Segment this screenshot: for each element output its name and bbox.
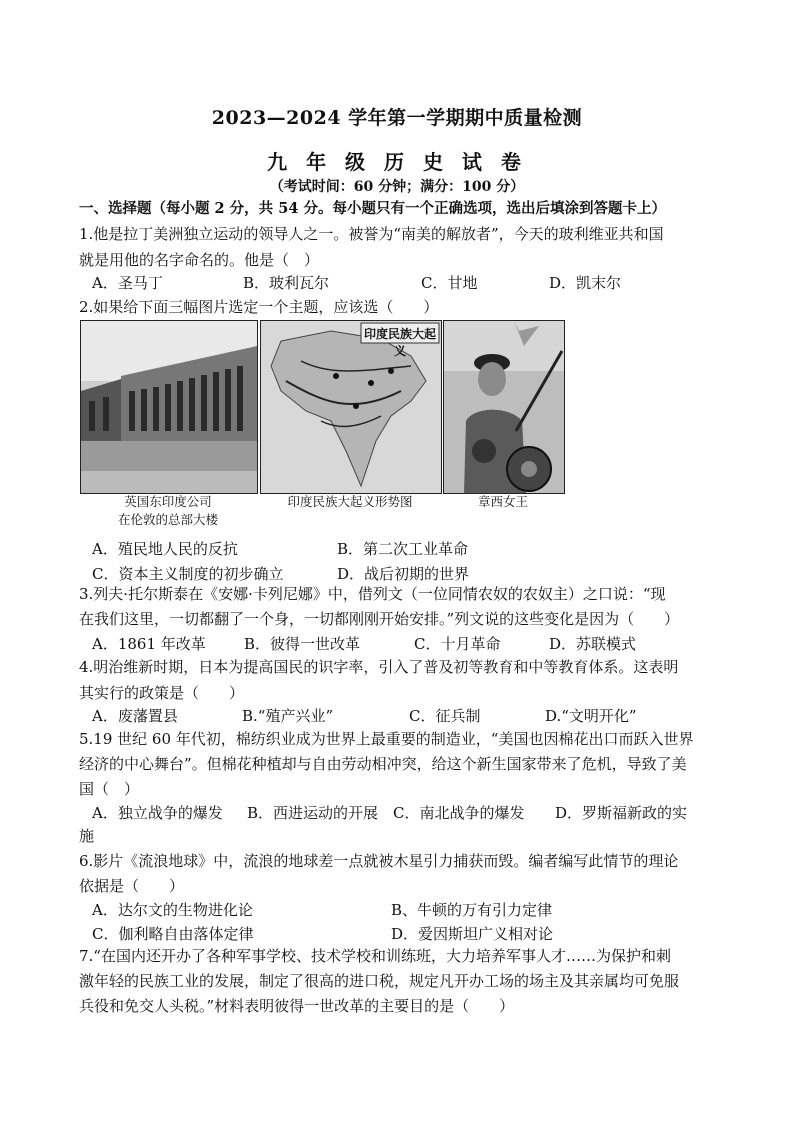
q5-text: 经济的中心舞台”。但棉花种植却与自由劳动相冲突，给这个新生国家带来了危机，导致了美: [79, 755, 687, 773]
exam-info: （考试时间：60 分钟；满分：100 分）: [269, 179, 525, 195]
q3-text: 在我们这里，一切都翻了一个身，一切都刚刚开始安排。”列文说的这些变化是因为（ ）: [79, 610, 680, 628]
q5-option-a: A．独立战争的爆发: [92, 804, 223, 822]
q1-option-a: A．圣马丁: [92, 274, 163, 292]
q4-option-a: A．废藩置县: [92, 707, 178, 725]
q5-text: 施: [79, 827, 95, 845]
q7-text: 激年轻的民族工业的发展，制定了很高的进口税，规定凡开办工场的场主及其亲属均可免服: [79, 972, 680, 990]
q5-option-c: C．南北战争的爆发: [393, 804, 525, 822]
q6-text: 依据是（ ）: [79, 877, 185, 895]
q4-option-d: D.“文明开化”: [545, 707, 637, 725]
image-caption: 英国东印度公司: [124, 494, 212, 509]
q1-option-d: D．凯末尔: [549, 274, 622, 292]
q1-text: 1.他是拉丁美洲独立运动的领导人之一。被誉为“南美的解放者”，今天的玻利维亚共和国: [79, 225, 664, 243]
image-caption: 印度民族大起义形势图: [287, 494, 413, 509]
q2-option-a: A．殖民地人民的反抗: [92, 540, 238, 558]
q2-option-b: B．第二次工业革命: [337, 540, 469, 558]
exam-subtitle: 九 年 级 历 史 试 卷: [267, 150, 527, 174]
section-heading: 一、选择题（每小题 2 分，共 54 分。每小题只有一个正确选项，选出后填涂到答题卡上）: [79, 200, 666, 217]
q4-option-b: B.“殖产兴业”: [242, 707, 334, 725]
q5-text: 5.19 世纪 60 年代初，棉纺织业成为世界上最重要的制造业，“美国也因棉花出口而跃入世界: [79, 730, 694, 748]
q4-option-c: C．征兵制: [409, 707, 481, 725]
q5-option-b: B．西进运动的开展: [247, 804, 379, 822]
q3-option-b: B．彼得一世改革: [244, 635, 361, 653]
q4-text: 其实行的政策是（ ）: [79, 684, 245, 702]
q7-text: 兵役和免交人头税。”材料表明彼得一世改革的主要目的是（ ）: [79, 997, 515, 1015]
east-india-company-building-image: [80, 320, 258, 494]
q7-text: 7.“在国内还开办了各种军事学校、技术学校和训练班，大力培养军事人才……为保护和刺: [79, 947, 671, 965]
q1-option-b: B．玻利瓦尔: [243, 274, 330, 292]
q3-option-d: D．苏联模式: [549, 635, 637, 653]
q6-option-d: D．爱因斯坦广义相对论: [391, 925, 554, 943]
q1-text: 就是用他的名字命名的。他是（ ）: [79, 251, 320, 269]
q4-text: 4.明治维新时期，日本为提高国民的识字率，引入了普及初等教育和中等教育体系。这表明: [79, 658, 679, 676]
map-title: 印度民族大起义: [363, 327, 436, 358]
image-caption: 在伦敦的总部大楼: [117, 512, 218, 527]
rani-of-jhansi-image: [443, 320, 565, 494]
q2-option-d: D．战后初期的世界: [337, 565, 470, 583]
q6-option-a: A．达尔文的生物进化论: [92, 901, 253, 919]
q3-option-a: A．1861 年改革: [92, 635, 206, 653]
q2-text: 2.如果给下面三幅图片选定一个主题，应该选（ ）: [79, 298, 439, 316]
q6-option-b: B、牛顿的万有引力定律: [391, 901, 553, 919]
q3-text: 3.列夫·托尔斯泰在《安娜·卡列尼娜》中，借列文（一位同情农奴的农奴主）之口说：“现: [79, 585, 666, 603]
exam-title: 2023—2024 学年第一学期期中质量检测: [211, 107, 583, 129]
q6-text: 6.影片《流浪地球》中，流浪的地球差一点就被木星引力捕获而毁。编者编写此情节的理论: [79, 852, 679, 870]
image-caption: 章西女王: [477, 494, 528, 509]
q5-option-d: D．罗斯福新政的实: [555, 804, 688, 822]
q6-option-c: C．伽利略自由落体定律: [92, 925, 254, 943]
indian-rebellion-map-image: [260, 320, 442, 494]
q5-text: 国（ ）: [79, 780, 140, 798]
q1-option-c: C．甘地: [421, 274, 478, 292]
q3-option-c: C．十月革命: [414, 635, 501, 653]
q2-option-c: C．资本主义制度的初步确立: [92, 565, 284, 583]
